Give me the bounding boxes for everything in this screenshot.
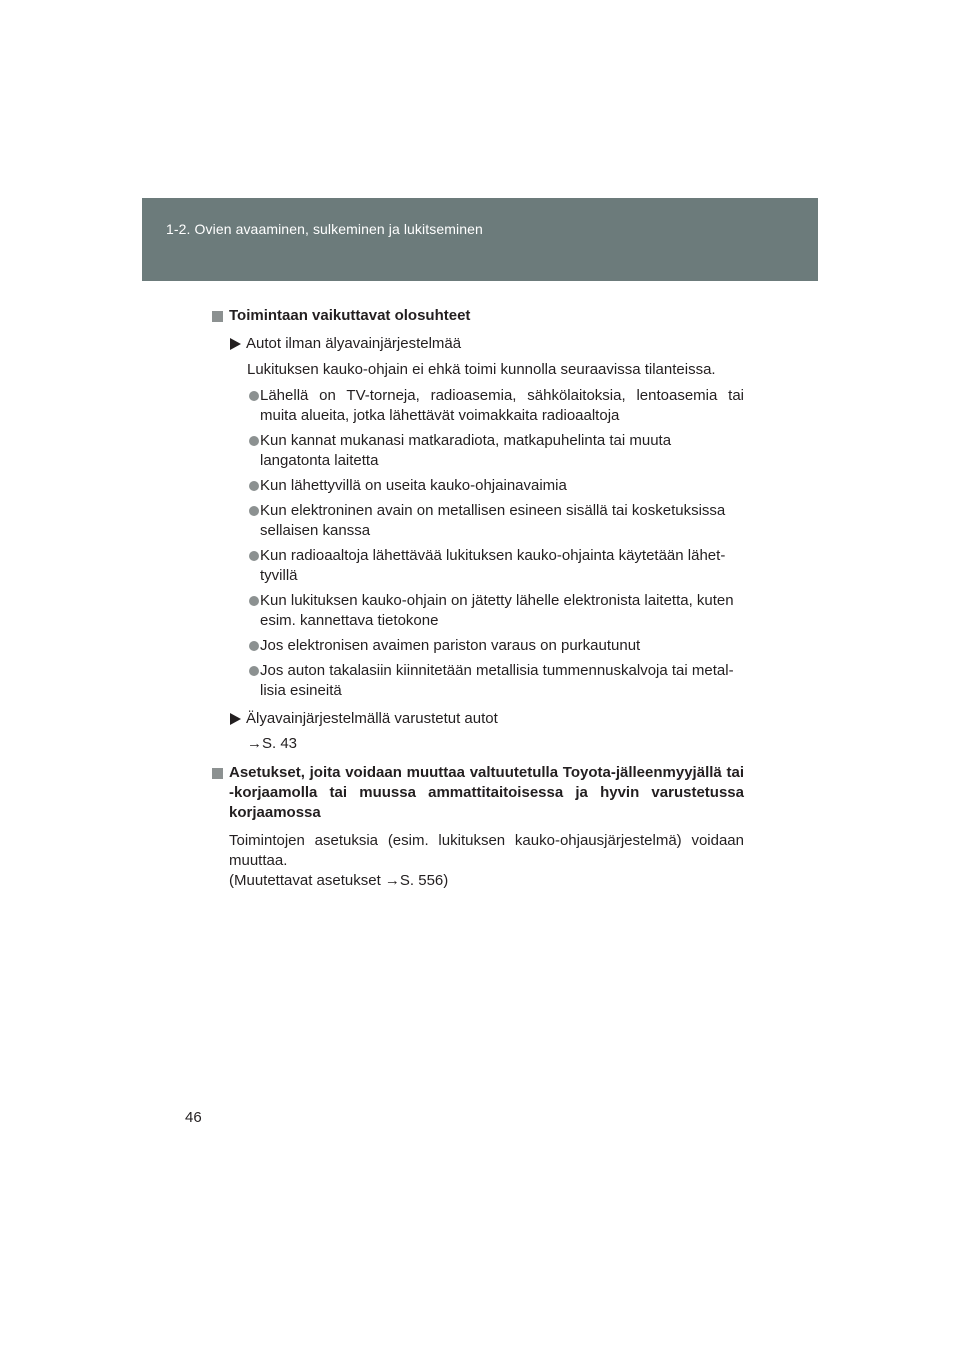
round-bullet-icon	[249, 666, 259, 676]
round-bullet-icon	[249, 481, 259, 491]
round-bullet-icon	[249, 506, 259, 516]
list-item: Kun lähettyvillä on useita kauko-ohjainavaimia	[212, 476, 744, 496]
subsection-with-smart-key	[212, 709, 744, 729]
round-bullet-icon	[249, 596, 259, 606]
square-bullet-icon	[212, 311, 223, 322]
subsection-without-smart-key	[212, 334, 744, 354]
condition-list	[212, 386, 744, 701]
round-bullet-icon	[249, 641, 259, 651]
section-operating-conditions	[212, 306, 744, 326]
list-item: Kun kannat mukanasi matkaradiota, matkapuhelinta tai muuta langatonta laitetta	[212, 431, 744, 471]
round-bullet-icon	[249, 391, 259, 401]
intro-text: Lukituksen kauko-ohjain ei ehkä toimi kunnolla seuraavissa tilanteissa.	[247, 361, 716, 378]
list-item: Kun radioaaltoja lähettävää lukituksen kauko-ohjainta käytetään lähet-tyvillä	[212, 546, 744, 586]
triangle-marker-icon	[230, 338, 241, 350]
triangle-marker-icon	[230, 713, 241, 725]
section-header-bar	[142, 198, 818, 281]
list-item: Lähellä on TV-torneja, radioasemia, sähkölaitoksia, lentoasemia tai muita alueita, jotka lähettävät voimakkaita radioaaltoja	[212, 386, 744, 426]
page-reference: →S. 43	[247, 735, 298, 752]
square-bullet-icon	[212, 768, 223, 779]
section-title: Toimintaan vaikuttavat olosuhteet	[229, 307, 471, 324]
settings-reference: (Muutettavat asetukset →S. 556)	[229, 872, 449, 889]
page-content	[212, 306, 744, 891]
page-number: 46	[185, 1109, 202, 1126]
round-bullet-icon	[249, 551, 259, 561]
list-item: Jos auton takalasiin kiinnitetään metallisia tummennuskalvoja tai metal-lisia esineitä	[212, 661, 744, 701]
settings-text: Toimintojen asetuksia (esim. lukituksen kauko-ohjausjärjestelmä) voidaan muuttaa.	[229, 832, 744, 869]
chapter-title: 1-2. Ovien avaaminen, sulkeminen ja lukitseminen	[166, 221, 483, 237]
list-item: Kun elektroninen avain on metallisen esineen sisällä tai kosketuksissa sellaisen kanssa	[212, 501, 744, 541]
round-bullet-icon	[249, 436, 259, 446]
settings-paragraph	[212, 831, 744, 891]
list-item: Jos elektronisen avaimen pariston varaus on purkautunut	[212, 636, 744, 656]
subsection-label: Älyavainjärjestelmällä varustetut autot	[246, 710, 498, 727]
list-item: Kun lukituksen kauko-ohjain on jätetty lähelle elektronista laitetta, kuten esim. kannettava tietokone	[212, 591, 744, 631]
section-settings	[212, 763, 744, 823]
section-title: Asetukset, joita voidaan muuttaa valtuutetulla Toyota-jälleenmyyjällä tai -korjaamolla tai muussa ammattitaitoisessa ja hyvin varustetussa korjaamossa	[229, 764, 744, 821]
subsection-label: Autot ilman älyavainjärjestelmää	[246, 335, 462, 352]
